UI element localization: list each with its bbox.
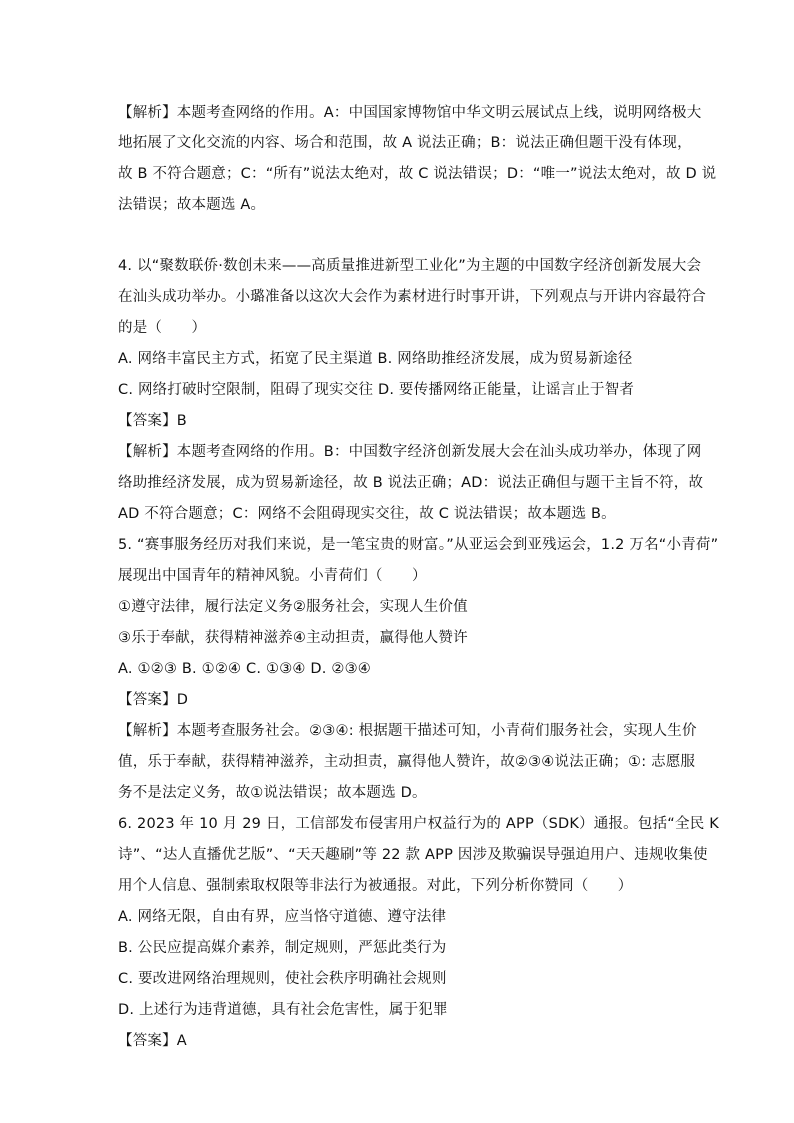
text-line: 络助推经济发展，成为贸易新途径，故 B 说法正确；AD：说法正确但与题干主旨不符，故 <box>118 475 704 491</box>
question-6-stem: 6. 2023 年 10 月 29 日，工信部发布侵害用户权益行为的 APP（SDK）通报。包括“全民 K <box>118 816 719 832</box>
option-b: B. 公民应提高媒介素养，制定规则，严惩此类行为 <box>118 940 447 956</box>
options-line: A. ①②③ B. ①②④ C. ①③④ D. ②③④ <box>118 661 371 677</box>
question-5-stem: 5. “赛事服务经历对我们来说，是一笔宝贵的财富。”从亚运会到亚残运会，1.2 万名“小青荷” <box>118 537 719 553</box>
text-line: 【解析】本题考查服务社会。②③④: 根据题干描述可知，小青荷们服务社会，实现人生价 <box>118 723 697 739</box>
text-line: 【解析】本题考查网络的作用。B：中国数字经济创新发展大会在汕头成功举办，体现了网 <box>118 444 702 460</box>
text-line: 【解析】本题考查网络的作用。A：中国国家博物馆中华文明云展试点上线，说明网络极大 <box>118 105 702 121</box>
statement-line: ①遵守法律，履行法定义务②服务社会，实现人生价值 <box>118 599 468 615</box>
text-line: 在汕头成功举办。小璐准备以这次大会作为素材进行时事开讲，下列观点与开讲内容最符合 <box>118 289 706 305</box>
text-line: 法错误；故本题选 A。 <box>118 197 266 213</box>
text-line: 值，乐于奉献，获得精神滋养，主动担责，赢得他人赞许，故②③④说法正确；①: 志愿服 <box>118 754 696 770</box>
text-line: AD 不符合题意；C：网络不会阻碍现实交往，故 C 说法错误；故本题选 B。 <box>118 506 616 522</box>
text-line: 用个人信息、强制索取权限等非法行为被通报。对此，下列分析你赞同（ ） <box>118 878 633 894</box>
option-d: D. 上述行为违背道德，具有社会危害性，属于犯罪 <box>118 1002 448 1018</box>
text-line: 诗”、“达人直播优艺版”、“天天趣刷”等 22 款 APP 因涉及欺骗误导强迫用户、违规收集使 <box>118 847 708 863</box>
text-line: 展现出中国青年的精神风貌。小青荷们（ ） <box>118 568 427 584</box>
options-line: A. 网络丰富民主方式，拓宽了民主渠道 B. 网络助推经济发展，成为贸易新途径 <box>118 351 633 367</box>
option-c: C. 要改进网络治理规则，使社会秩序明确社会规则 <box>118 971 447 987</box>
answer-label: 【答案】B <box>118 413 187 429</box>
question-4-stem: 4. 以“聚数联侨·数创未来——高质量推进新型工业化”为主题的中国数字经济创新发展大会 <box>118 258 702 274</box>
text-line: 地拓展了文化交流的内容、场合和范围，故 A 说法正确；B：说法正确但题干没有体现， <box>118 135 692 151</box>
answer-label: 【答案】D <box>118 692 189 708</box>
options-line: C. 网络打破时空限制，阻碍了现实交往 D. 要传播网络正能量，让谣言止于智者 <box>118 382 635 398</box>
text-line: 故 B 不符合题意；C：“所有”说法太绝对，故 C 说法错误；D：“唯一”说法太绝对，故 D 说 <box>118 166 717 182</box>
text-line: 务不是法定义务，故①说法错误；故本题选 D。 <box>118 785 427 801</box>
answer-label: 【答案】A <box>118 1033 187 1049</box>
text-line: 的是（ ） <box>118 320 207 336</box>
statement-line: ③乐于奉献，获得精神滋养④主动担责，赢得他人赞许 <box>118 630 468 646</box>
option-a: A. 网络无限，自由有界，应当恪守道德、遵守法律 <box>118 909 447 925</box>
